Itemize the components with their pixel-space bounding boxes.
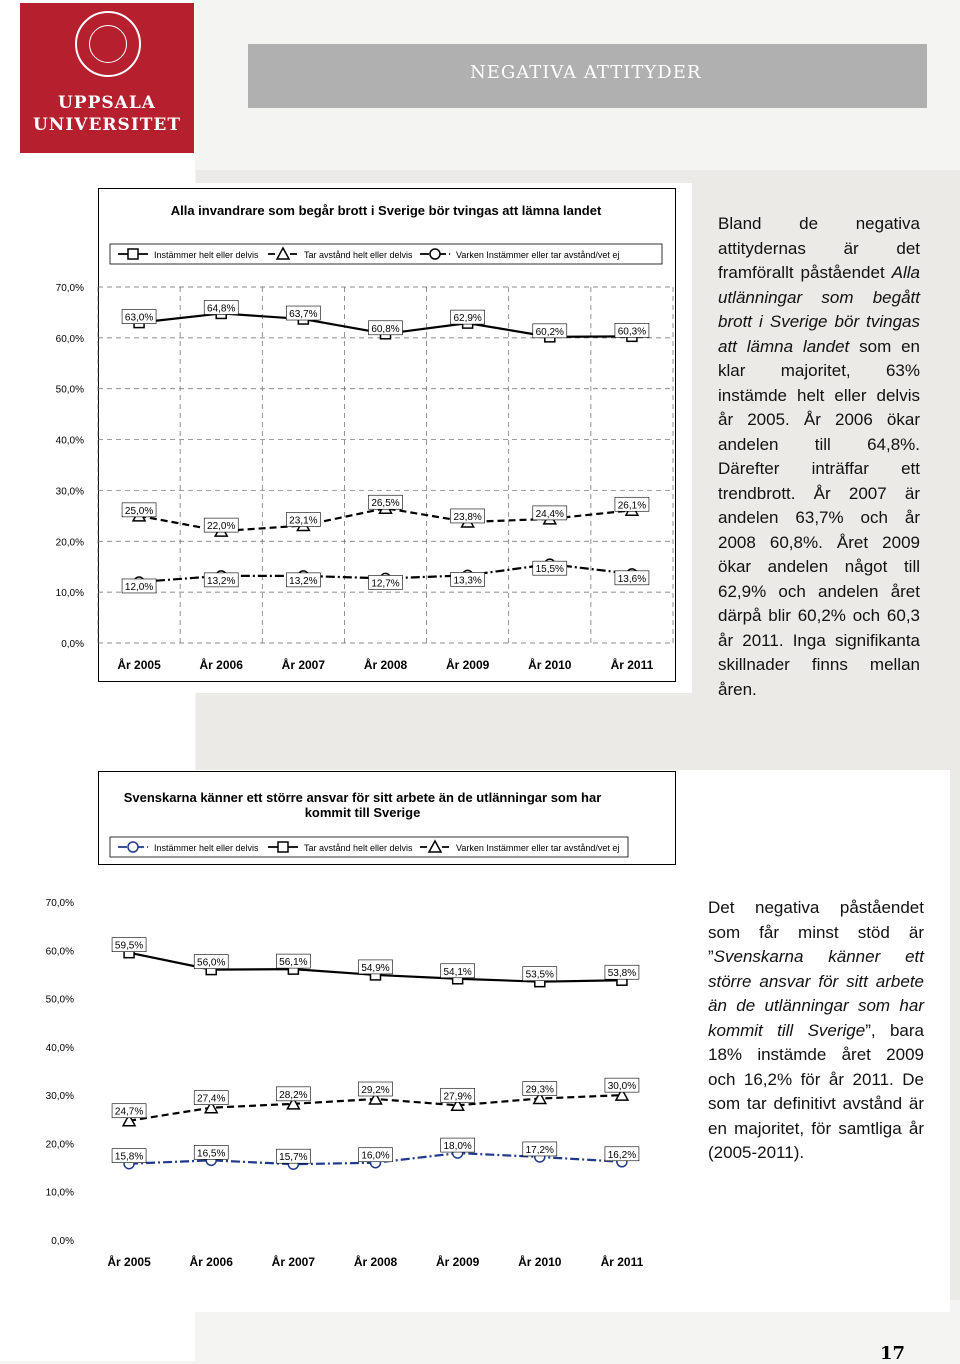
undefined-data-label: 54,1%	[443, 966, 472, 978]
undefined-data-label: 54,9%	[361, 962, 390, 974]
undefined-data-label: 60,8%	[371, 323, 400, 335]
page-number: 17	[880, 1343, 906, 1364]
undefined-legend-marker	[128, 842, 138, 852]
undefined-ytick: 60,0%	[55, 333, 84, 345]
undefined-ytick: 10,0%	[45, 1187, 74, 1199]
undefined-data-label: 63,7%	[289, 309, 318, 321]
paragraph-2-quote: Svenskarna känner ett större ansvar för sitt arbete än de utlänningar som har kommit till Sverige	[708, 947, 924, 1040]
undefined-data-label: 22,0%	[207, 521, 236, 533]
paragraph-2-body: ”, bara 18% instämde året 2009 och 16,2% för år 2011. De som tar definitivt avstånd är en majoritet, för samtliga år (2005-2011).	[708, 1020, 924, 1162]
undefined-data-label: 16,5%	[197, 1148, 226, 1160]
undefined-data-label: 12,0%	[124, 581, 154, 593]
undefined-data-label: 27,9%	[443, 1091, 472, 1103]
undefined-xtick: År 2009	[445, 658, 490, 672]
undefined-ytick: 0,0%	[51, 1236, 74, 1247]
undefined-data-label: 64,8%	[207, 303, 236, 315]
chart2-title: Svenskarna känner ett större ansvar för sitt arbete än de utlänningar som har kommit till Sverige	[123, 790, 602, 820]
undefined-data-label: 16,2%	[607, 1149, 637, 1161]
logo-line1: UPPSALA	[57, 93, 156, 113]
undefined-legend-label: Instämmer helt eller delvis	[154, 250, 259, 260]
undefined-data-label: 62,9%	[453, 313, 482, 325]
undefined-data-label: 15,8%	[114, 1151, 144, 1163]
undefined-xtick: År 2008	[363, 658, 408, 672]
undefined-data-label: 13,6%	[617, 573, 647, 585]
undefined-xtick: År 2005	[107, 1255, 151, 1269]
undefined-data-label: 25,0%	[124, 505, 154, 517]
undefined-data-label: 13,2%	[289, 575, 318, 587]
undefined-data-label: 24,7%	[114, 1106, 144, 1118]
paragraph-1-intro: Bland de negativa attitydernas är det framförallt påståendet	[718, 214, 920, 282]
undefined-data-label: 28,2%	[279, 1089, 308, 1101]
undefined-xtick: År 2006	[189, 1255, 233, 1269]
undefined-ytick: 20,0%	[55, 537, 84, 549]
undefined-data-label: 13,2%	[207, 575, 236, 587]
paragraph-2	[708, 896, 924, 1166]
undefined-legend-label: Varken Instämmer eller tar avstånd/vet ej	[456, 250, 620, 260]
undefined-data-label: 29,3%	[525, 1084, 554, 1096]
undefined-ytick: 30,0%	[55, 486, 84, 498]
undefined-xtick: År 2010	[528, 658, 572, 672]
undefined-ytick: 10,0%	[55, 588, 84, 600]
undefined-ytick: 50,0%	[55, 384, 84, 396]
logo-line2: UNIVERSITET	[32, 115, 182, 135]
undefined-data-label: 15,5%	[535, 564, 564, 576]
undefined-data-label: 13,3%	[453, 575, 482, 587]
undefined-data-label: 17,2%	[525, 1144, 554, 1156]
paragraph-1-body: som en klar majoritet, 63% instämde helt eller delvis år 2005. År 2006 ökar andelen till 64,8%. Därefter inträffar ett trendbrott. År 2007 är andelen 63,7% och år 2008 60,8%. Året 2009 ökar andelen något till 62,9% och andelen året därpå blir 60,2% och 60,3 år 2011. Inga signifikanta skillnader finns mellan åren.	[718, 336, 920, 699]
undefined-data-label: 56,0%	[197, 957, 226, 969]
undefined-data-label: 53,8%	[607, 968, 637, 980]
undefined-data-label: 63,0%	[124, 312, 154, 324]
paragraph-2-intro: Det negativa påståendet som får minst stöd är ”	[708, 898, 924, 966]
undefined-legend-label: Tar avstånd helt eller delvis	[304, 250, 413, 260]
undefined-xtick: År 2005	[117, 658, 161, 672]
undefined-data-label: 59,5%	[114, 940, 144, 952]
undefined-legend-label: Instämmer helt eller delvis	[154, 843, 259, 853]
undefined-xtick: År 2007	[271, 1255, 316, 1269]
undefined-xtick: År 2010	[518, 1255, 562, 1269]
chart1-title: Alla invandrare som begår brott i Sverige bör tvingas att lämna landet	[170, 203, 602, 218]
undefined-data-label: 12,7%	[371, 578, 400, 590]
undefined-data-label: 53,5%	[525, 969, 554, 981]
undefined-data-label: 23,1%	[289, 515, 318, 527]
undefined-xtick: År 2007	[281, 658, 326, 672]
undefined-ytick: 60,0%	[45, 946, 74, 958]
undefined-data-label: 30,0%	[607, 1081, 637, 1093]
undefined-data-label: 26,1%	[617, 500, 647, 512]
undefined-data-label: 56,1%	[279, 957, 308, 969]
undefined-legend-marker	[278, 842, 288, 852]
undefined-xtick: År 2006	[199, 658, 243, 672]
page-title: NEGATIVA ATTITYDER	[470, 62, 702, 83]
undefined-data-label: 24,4%	[535, 508, 564, 520]
undefined-legend-label: Tar avstånd helt eller delvis	[304, 843, 413, 853]
undefined-data-label: 18,0%	[443, 1141, 472, 1153]
undefined-legend-label: Varken Instämmer eller tar avstånd/vet ej	[456, 843, 620, 853]
undefined-ytick: 0,0%	[61, 639, 84, 650]
undefined-data-label: 26,5%	[371, 498, 400, 510]
undefined-data-label: 60,2%	[535, 326, 564, 338]
undefined-ytick: 40,0%	[45, 1042, 74, 1054]
undefined-ytick: 70,0%	[45, 898, 74, 909]
undefined-ytick: 40,0%	[55, 435, 84, 447]
paragraph-1-quote: Alla utlänningar som begått brott i Sverige bör tvingas att lämna landet	[718, 263, 920, 356]
undefined-xtick: År 2008	[353, 1255, 398, 1269]
undefined-xtick: År 2011	[610, 658, 654, 672]
undefined-data-label: 27,4%	[197, 1093, 226, 1105]
undefined-data-label: 29,2%	[361, 1085, 390, 1097]
undefined-ytick: 20,0%	[45, 1139, 74, 1151]
undefined-xtick: År 2011	[600, 1255, 644, 1269]
undefined-ytick: 50,0%	[45, 994, 74, 1006]
undefined-data-label: 16,0%	[361, 1150, 390, 1162]
undefined-data-label: 15,7%	[279, 1152, 308, 1164]
undefined-xtick: År 2009	[435, 1255, 480, 1269]
undefined-data-label: 23,8%	[453, 511, 482, 523]
undefined-ytick: 30,0%	[45, 1091, 74, 1103]
undefined-data-label: 60,3%	[617, 326, 647, 338]
undefined-ytick: 70,0%	[55, 283, 84, 294]
